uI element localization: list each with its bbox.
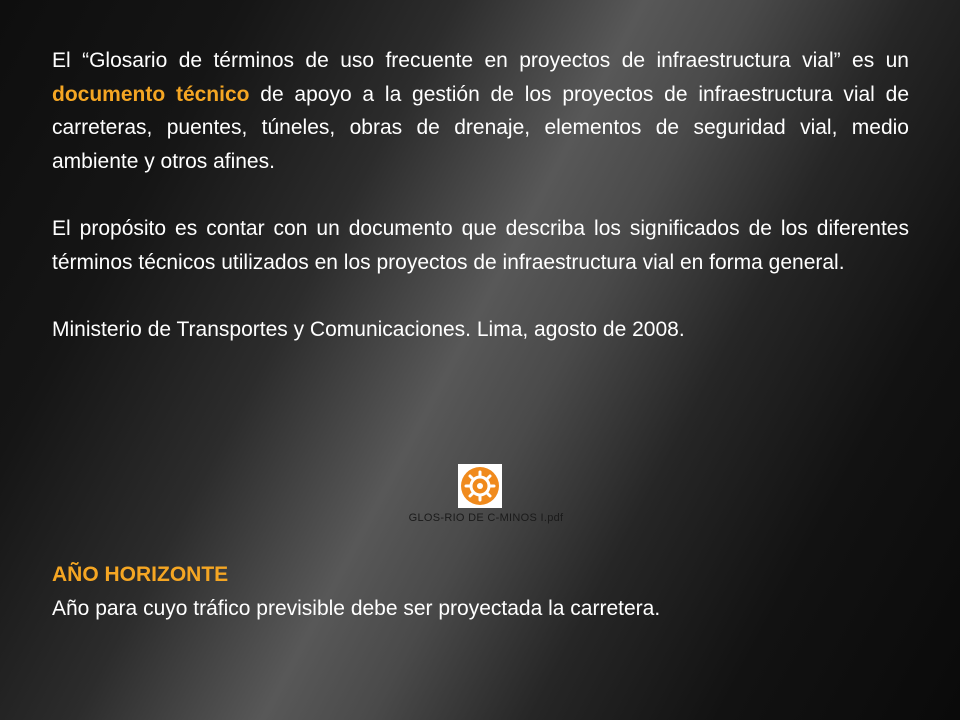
credit-line: Ministerio de Transportes y Comunicaciones. Lima, agosto de 2008. — [52, 318, 685, 341]
intro-text-before: El “Glosario de términos de uso frecuente en proyectos de infraestructura vial” es un — [52, 49, 909, 72]
highlight-documento-tecnico: documento técnico — [52, 82, 250, 106]
intro-text-after: de apoyo a la gestión de los proyectos de infraestructura vial de carreteras, puentes, túneles, obras de drenaje, elementos de seguridad vial, medio ambiente y otros afines. — [52, 82, 909, 173]
intro-paragraph-1 — [52, 44, 909, 178]
pdf-wheel-icon[interactable] — [458, 464, 502, 508]
intro-paragraph-2: El propósito es contar con un documento que describa los significados de los diferentes términos técnicos utilizados en los proyectos de infraestructura vial en forma general. — [52, 217, 909, 274]
intro-section — [52, 44, 909, 347]
term-definition: Año para cuyo tráfico previsible debe ser proyectada la carretera. — [52, 597, 661, 620]
term-heading: AÑO HORIZONTE — [52, 563, 229, 586]
pdf-filename[interactable]: GLOS-RIO DE C-MINOS I.pdf — [408, 512, 564, 524]
pdf-attachment[interactable] — [372, 464, 600, 530]
